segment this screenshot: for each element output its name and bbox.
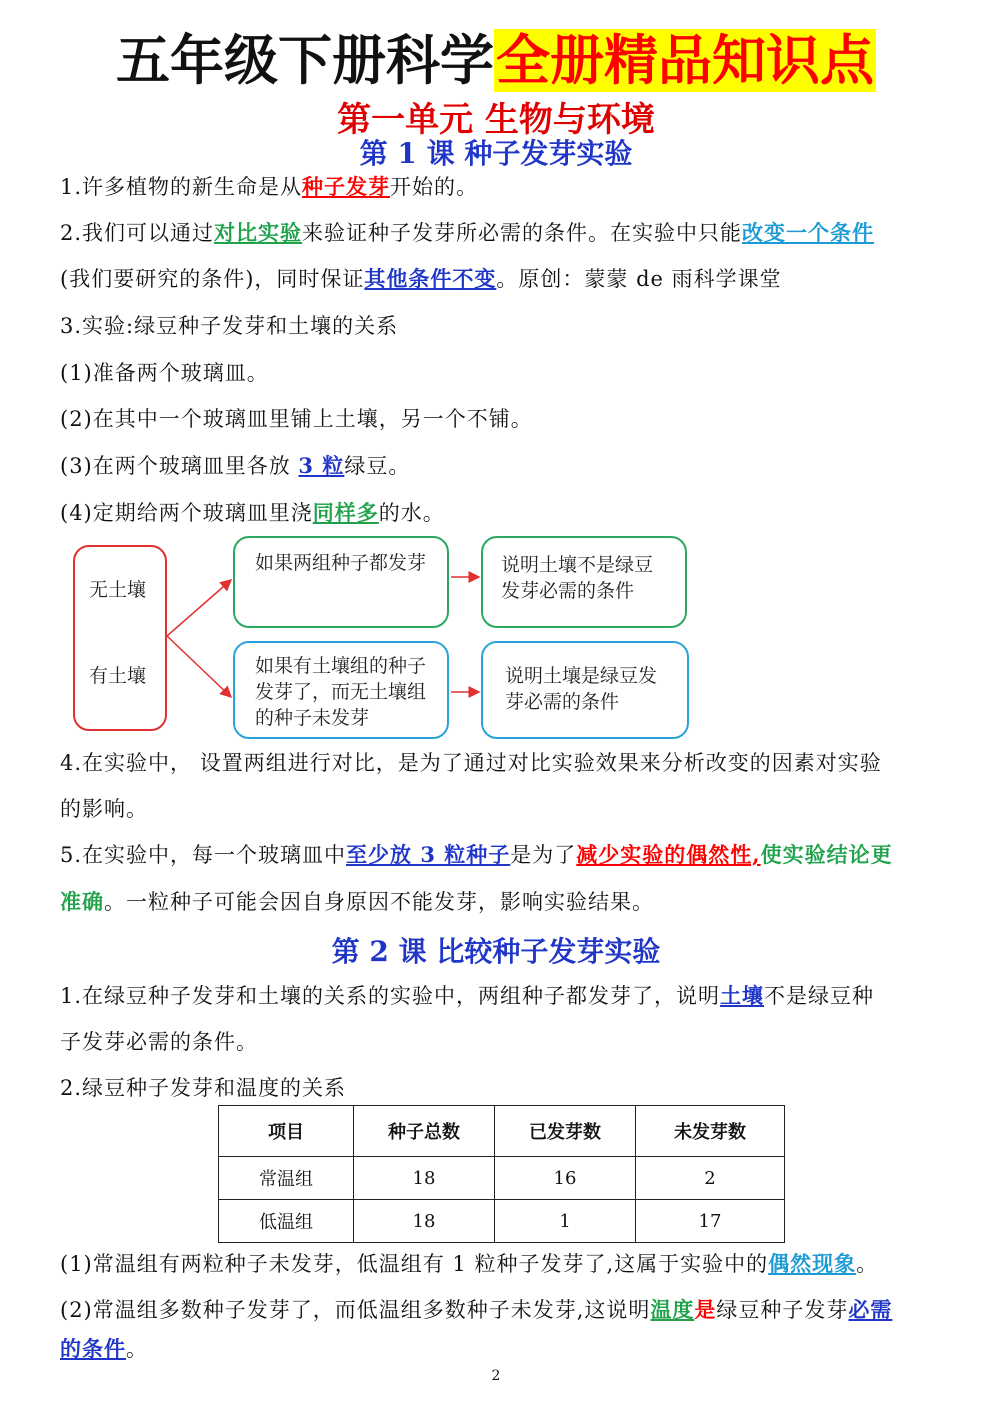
l2-q2b [60,1334,940,1364]
table-header: 种子总数 [354,1106,495,1157]
keyword: 至少放 3 粒种子 [346,842,511,867]
l1-s1: (1)准备两个玻璃皿。 [60,361,269,385]
keyword: 必需 [848,1297,893,1322]
temperature-table [218,1105,785,1243]
text: 来验证种子发芽所必需的条件。在实验中只能 [302,221,743,245]
keyword: 使实验结论更 [760,842,893,867]
text: (2)常温组多数种子发芽了，而低温组多数种子未发芽,这说明 [60,1298,651,1322]
table-cell: 1 [495,1200,636,1243]
l2-p2: 2.绿豆种子发芽和温度的关系 [60,1076,347,1100]
keyword: 土壤 [720,983,765,1008]
l2-q2 [60,1295,940,1325]
page-number: 2 [491,1368,501,1384]
text: 。原创：蒙蒙 de 雨科学课堂 [496,267,782,291]
diagram-mid-bottom-box: 如果有土壤组的种子发芽了，而无土壤组的种子未发芽 [233,641,449,739]
text: 不是绿豆种 [764,984,875,1008]
diagram-right-top-box: 说明土壤不是绿豆发芽必需的条件 [481,536,687,628]
text: 。 [126,1337,148,1361]
keyword: 减少实验的偶然性, [576,842,761,867]
keyword: 是 [694,1297,717,1322]
text: 的水。 [378,501,445,525]
unit-title: 第一单元 生物与环境 [337,100,655,140]
keyword: 3 粒 [298,453,345,478]
l1-p4b: 的影响。 [60,797,148,821]
lesson1-title: 第 1 课 种子发芽实验 [359,137,633,170]
table-cell: 2 [636,1157,785,1200]
table-cell: 17 [636,1200,785,1243]
left-bottom-label: 有土壤 [89,665,147,687]
title-part1: 五年级下册科学 [116,29,494,92]
text: 2.我们可以通过 [60,221,215,245]
table-cell: 18 [354,1157,495,1200]
l1-p5 [60,840,940,870]
text: 绿豆。 [344,454,411,478]
text: (4)定期给两个玻璃皿里浇 [60,501,313,525]
l1-p5b [60,887,940,917]
table-header: 项目 [219,1106,354,1157]
table-cell: 常温组 [219,1157,354,1200]
text: 开始的。 [390,175,479,199]
title-highlight: 全册精品知识点 [496,29,874,92]
keyword: 其他条件不变 [364,266,497,291]
table-cell: 18 [354,1200,495,1243]
l1-p3: 3.实验:绿豆种子发芽和土壤的关系 [60,314,399,338]
keyword: 改变一个条件 [742,220,875,245]
l2-q1 [60,1249,940,1279]
table-header: 已发芽数 [495,1106,636,1157]
arrow-to-mid-top [167,580,231,636]
table-header: 未发芽数 [636,1106,785,1157]
lesson2-title: 第 2 课 比较种子发芽实验 [331,935,661,968]
text: (我们要研究的条件)，同时保证 [60,267,365,291]
table-header-row [219,1106,785,1157]
arrow-to-mid-bottom [167,636,231,697]
text: 5.在实验中，每一个玻璃皿中 [60,843,347,867]
keyword: 同样多 [312,500,379,525]
keyword: 温度 [650,1297,695,1322]
text: 绿豆种子发芽 [716,1298,849,1322]
text: (3)在两个玻璃皿里各放 [60,454,299,478]
text: (1)常温组有两粒种子未发芽，低温组有 1 粒种子发芽了,这属于实验中的 [60,1252,769,1276]
table-cell: 16 [495,1157,636,1200]
table-cell: 低温组 [219,1200,354,1243]
text: 1.许多植物的新生命是从 [60,175,303,199]
table-row [219,1200,785,1243]
table-row [219,1157,785,1200]
keyword: 偶然现象 [768,1251,857,1276]
left-top-label: 无土壤 [89,579,147,601]
l2-p1 [60,981,940,1011]
l1-p4a: 4.在实验中， 设置两组进行对比，是为了通过对比实验效果来分析改变的因素对实验 [60,751,882,775]
text: 是为了 [510,843,577,867]
text: 。一粒种子可能会因自身原因不能发芽，影响实验结果。 [104,890,654,914]
text: 。 [856,1252,879,1276]
l2-p1b: 子发芽必需的条件。 [60,1030,258,1054]
diagram-right-bottom-box: 说明土壤是绿豆发芽必需的条件 [481,641,689,739]
keyword: 准确 [60,889,104,914]
text: 1.在绿豆种子发芽和土壤的关系的实验中，两组种子都发芽了，说明 [60,984,721,1008]
l1-s2: (2)在其中一个玻璃皿里铺上土壤，另一个不铺。 [60,407,533,431]
keyword: 种子发芽 [302,174,391,199]
diagram-mid-top-box: 如果两组种子都发芽 [233,536,449,628]
keyword: 的条件 [60,1336,126,1361]
keyword: 对比实验 [214,220,303,245]
